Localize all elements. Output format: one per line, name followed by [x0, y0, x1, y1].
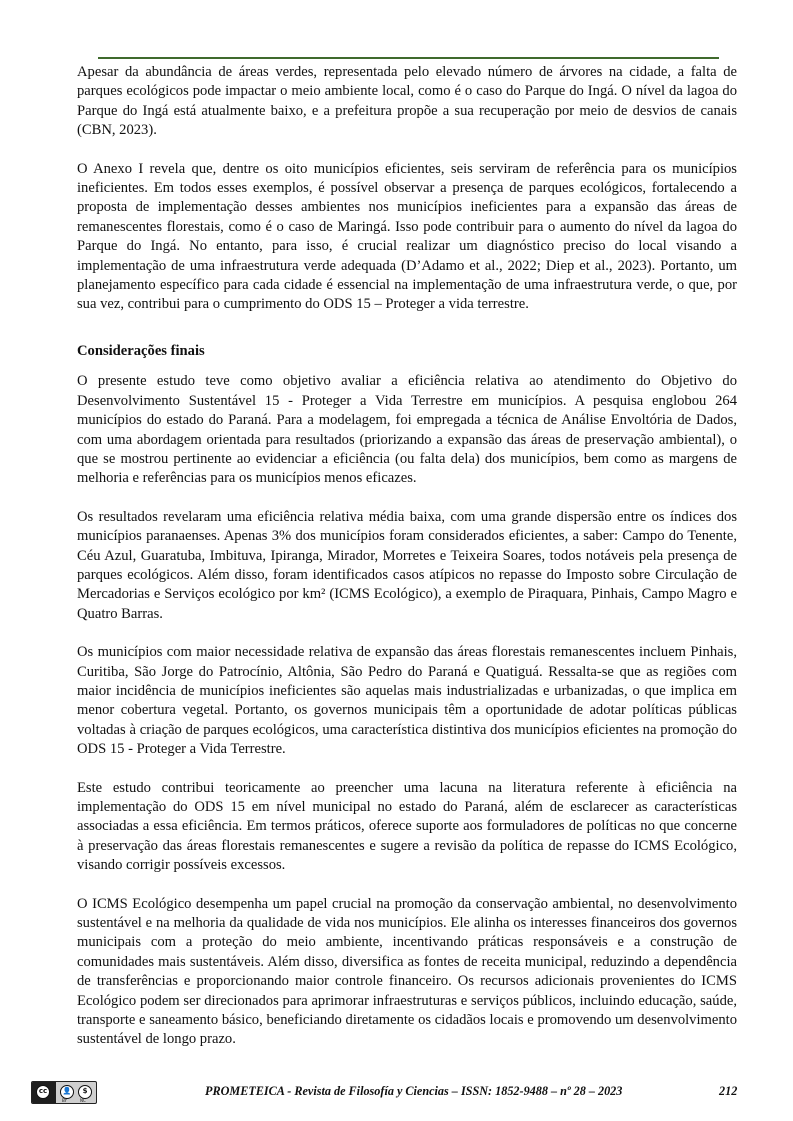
paragraph-5: Os municípios com maior necessidade relativa de expansão das áreas florestais remanescentes incluem Pinhais, Curitiba, São Jorge do Patrocínio, Altônia, São Pedro do Paraná e Quatiguá. Ressalta-se que as regiões com maior incidência de municípios ineficientes são aquelas mais industrializadas e urbanizadas, o que implica em menor cobertura vegetal. Portanto, os governos municipais têm a oportunidade de adotar políticas públicas voltadas à criação de parques ecológicos, uma característica distintiva dos municípios eficientes na promoção do ODS 15 - Proteger a Vida Terrestre.: [77, 644, 737, 758]
paragraph-2: O Anexo I revela que, dentre os oito municípios eficientes, seis serviram de referência para os municípios ineficientes. Em todos esses exemplos, é possível observar a presença de parques ecológicos, fortalecendo a proposta de implementação desses ambientes nos municípios ineficientes para a expansão das áreas de remanescentes florestais, como é o caso de Maringá. Isso pode contribuir para o aumento do nível da lagoa do Parque do Ingá. No entanto, para isso, é crucial realizar um diagnóstico preciso do local visando a implementação de uma infraestrutura verde adequada (D’Adamo et al., 2022; Diep et al., 2023). Portanto, um planejamento específico para cada cidade é essencial na implementação de uma infraestrutura verde, o que, por sua vez, contribui para o cumprimento do ODS 15 – Proteger a vida terrestre.: [77, 160, 737, 313]
paragraph-1: Apesar da abundância de áreas verdes, representada pelo elevado número de árvores na cidade, a falta de parques ecológicos pode impactar o meio ambiente local, como é o caso do Parque do Ingá. O nível da lagoa do Parque do Ingá está atualmente baixo, e a prefeitura propõe a sua recuperação por meio de desvios de canais (CBN, 2023).: [77, 64, 737, 139]
section-heading: Considerações finais: [77, 342, 205, 359]
page-footer: [0, 1078, 793, 1108]
page-number: 212: [719, 1084, 738, 1098]
cc-license-badge-icon[interactable]: [31, 1081, 97, 1104]
header-rule: [98, 57, 719, 59]
noncommercial-icon: $: [78, 1085, 92, 1099]
attribution-icon: 👤: [60, 1085, 74, 1099]
by-label: BY: [62, 1098, 67, 1103]
nc-label: NC: [80, 1098, 86, 1103]
article-body: [77, 63, 737, 1069]
paragraph-4: Os resultados revelaram uma eficiência relativa média baixa, com uma grande dispersão entre os índices dos municípios paranaenses. Apenas 3% dos municípios foram considerados eficientes, a saber: Campo do Tenente, Céu Azul, Guaratuba, Imbituva, Ipiranga, Mirador, Morretes e Teixeira Soares, todos notáveis pela presença de parques ecológicos. Além disso, foram identificados casos atípicos no repasse do Imposto sobre Circulação de Mercadorias e Serviços ecológico por km² (ICMS Ecológico), a exemplo de Piraquara, Pinhais, Campo Magro e Quatro Barras.: [77, 508, 737, 622]
paragraph-6: Este estudo contribui teoricamente ao preencher uma lacuna na literatura referente à eficiência na implementação do ODS 15 em nível municipal no estado do Paraná, além de esclarecer as características associadas a essa eficiência. Em termos práticos, oferece suporte aos formuladores de políticas no que concerne à preservação das áreas florestais remanescentes e sugere a revisão da política de repasse do ICMS Ecológico, visando corrigir possíveis excessos.: [77, 779, 737, 874]
cc-logo-icon: cc: [36, 1085, 50, 1099]
paragraph-3: O presente estudo teve como objetivo avaliar a eficiência relativa ao atendimento do Objetivo do Desenvolvimento Sustentável 15 - Proteger a Vida Terrestre em municípios. A pesquisa englobou 264 municípios do estado do Paraná. Para a modelagem, foi empregada a técnica de Análise Envoltória de Dados, com uma abordagem orientada para resultados (priorizando a expansão das áreas de preservação ambiental), o que se mostrou pertinente ao evidenciar a eficiência (ou falta dela) dos municípios, bem como as margens de melhoria e referências para os municípios menos eficazes.: [77, 373, 737, 487]
paragraph-7: O ICMS Ecológico desempenha um papel crucial na promoção da conservação ambiental, no desenvolvimento sustentável e na melhoria da qualidade de vida nos municípios. Ele alinha os interesses financeiros dos governos municipais com a proteção do meio ambiente, incentivando práticas responsáveis e a construção de comunidades mais sustentáveis. Além disso, diversifica as fontes de receita municipal, reduzindo a dependência de transferências e proporcionando maior controle financeiro. Os recursos adicionais provenientes do ICMS Ecológico podem ser direcionados para aprimorar infraestruturas e serviços públicos, incluindo educação, saúde, transporte e saneamento básico, beneficiando diretamente os cidadãos locais e promovendo um desenvolvimento sustentável de longo prazo.: [77, 895, 737, 1048]
journal-citation: PROMETEICA - Revista de Filosofía y Ciencias – ISSN: 1852-9488 – nº 28 – 2023: [205, 1084, 623, 1098]
